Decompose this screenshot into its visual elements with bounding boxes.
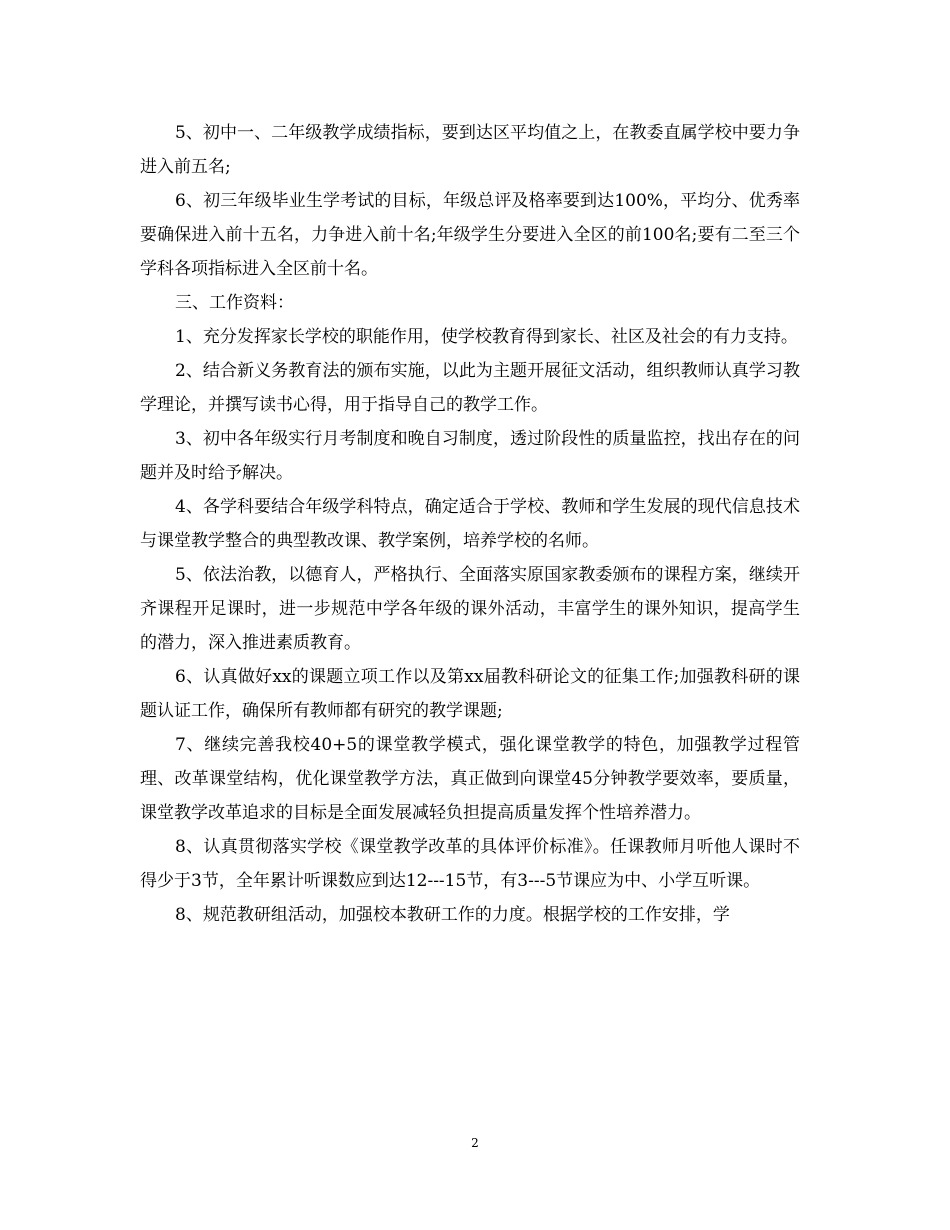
paragraph-item-8a: 8、认真贯彻落实学校《课堂教学改革的具体评价标准》。任课教师月听他人课时不得少于3节，全年累计听课数应到达12---15节，有3---5节课应为中、小学互听课。: [140, 837, 800, 891]
section-heading-work-content: 三、工作资料：: [175, 293, 294, 313]
paragraph-goal-5: 5、初中一、二年级教学成绩指标，要到达区平均值之上，在教委直属学校中要力争进入前五名;: [140, 123, 800, 177]
paragraph-item-4: 4、各学科要结合年级学科特点，确定适合于学校、教师和学生发展的现代信息技术与课堂教学整合的典型教改课、教学案例，培养学校的名师。: [140, 497, 800, 551]
paragraph-item-6: 6、认真做好xx的课题立项工作以及第xx届教科研论文的征集工作;加强教科研的课题认证工作，确保所有教师都有研究的教学课题;: [140, 667, 800, 721]
paragraph-item-1: 1、充分发挥家长学校的职能作用，使学校教育得到家长、社区及社会的有力支持。: [175, 327, 798, 347]
paragraph-item-2: 2、结合新义务教育法的颁布实施，以此为主题开展征文活动，组织教师认真学习教学理论，并撰写读书心得，用于指导自己的教学工作。: [140, 361, 800, 415]
paragraph-goal-6: 6、初三年级毕业生学考试的目标，年级总评及格率要到达100%，平均分、优秀率要确保进入前十五名，力争进入前十名;年级学生分要进入全区的前100名;要有二至三个学科各项指标进入全区前十名。: [140, 191, 800, 279]
paragraph-item-7: 7、继续完善我校40+5的课堂教学模式，强化课堂教学的特色，加强教学过程管理、改革课堂结构，优化课堂教学方法，真正做到向课堂45分钟教学要效率，要质量，课堂教学改革追求的目标是全面发展减轻负担提高质量发挥个性培养潜力。: [140, 735, 800, 823]
page-number: 2: [471, 1136, 479, 1150]
paragraph-item-8b: 8、规范教研组活动，加强校本教研工作的力度。根据学校的工作安排，学: [175, 905, 730, 925]
paragraph-item-5: 5、依法治教，以德育人，严格执行、全面落实原国家教委颁布的课程方案，继续开齐课程开足课时，进一步规范中学各年级的课外活动，丰富学生的课外知识，提高学生的潜力，深入推进素质教育。: [140, 565, 800, 653]
document-body: [140, 116, 800, 932]
paragraph-item-3: 3、初中各年级实行月考制度和晚自习制度，透过阶段性的质量监控，找出存在的问题并及时给予解决。: [140, 429, 800, 483]
